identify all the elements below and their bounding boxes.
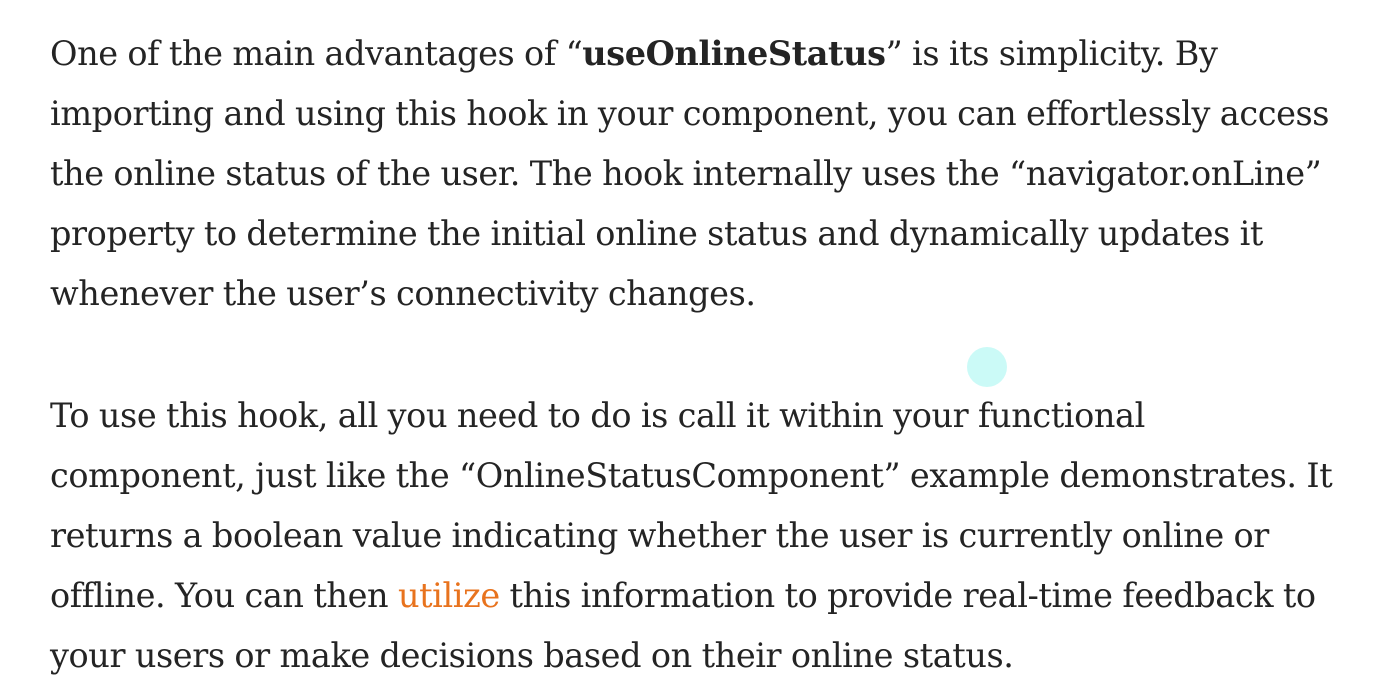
paragraph-simplicity	[50, 24, 1350, 324]
text-line: your users or make decisions based on their online status.	[50, 636, 1014, 675]
text-line: the online status of the user. The hook internally uses the “navigator.onLine”	[50, 154, 1322, 193]
article-body	[50, 24, 1350, 686]
text-line: component, just like the “OnlineStatusComponent” example demonstrates. It	[50, 456, 1333, 495]
cursor-highlight	[967, 347, 1007, 387]
text-line: property to determine the initial online status and dynamically updates it	[50, 214, 1263, 253]
text-line: One of the main advantages of “useOnlineStatus” is its simplicity. By	[50, 34, 1218, 73]
hook-name: useOnlineStatus	[582, 34, 886, 73]
text-line: returns a boolean value indicating whether the user is currently online or	[50, 516, 1269, 555]
text-line: offline. You can then utilize this information to provide real-time feedback to	[50, 576, 1316, 615]
text-line: To use this hook, all you need to do is call it within your functional	[50, 396, 1145, 435]
utilize-link[interactable]: utilize	[397, 576, 500, 615]
text-line: whenever the user’s connectivity changes.	[50, 274, 756, 313]
text-line: importing and using this hook in your component, you can effortlessly access	[50, 94, 1330, 133]
paragraph-usage	[50, 386, 1350, 686]
